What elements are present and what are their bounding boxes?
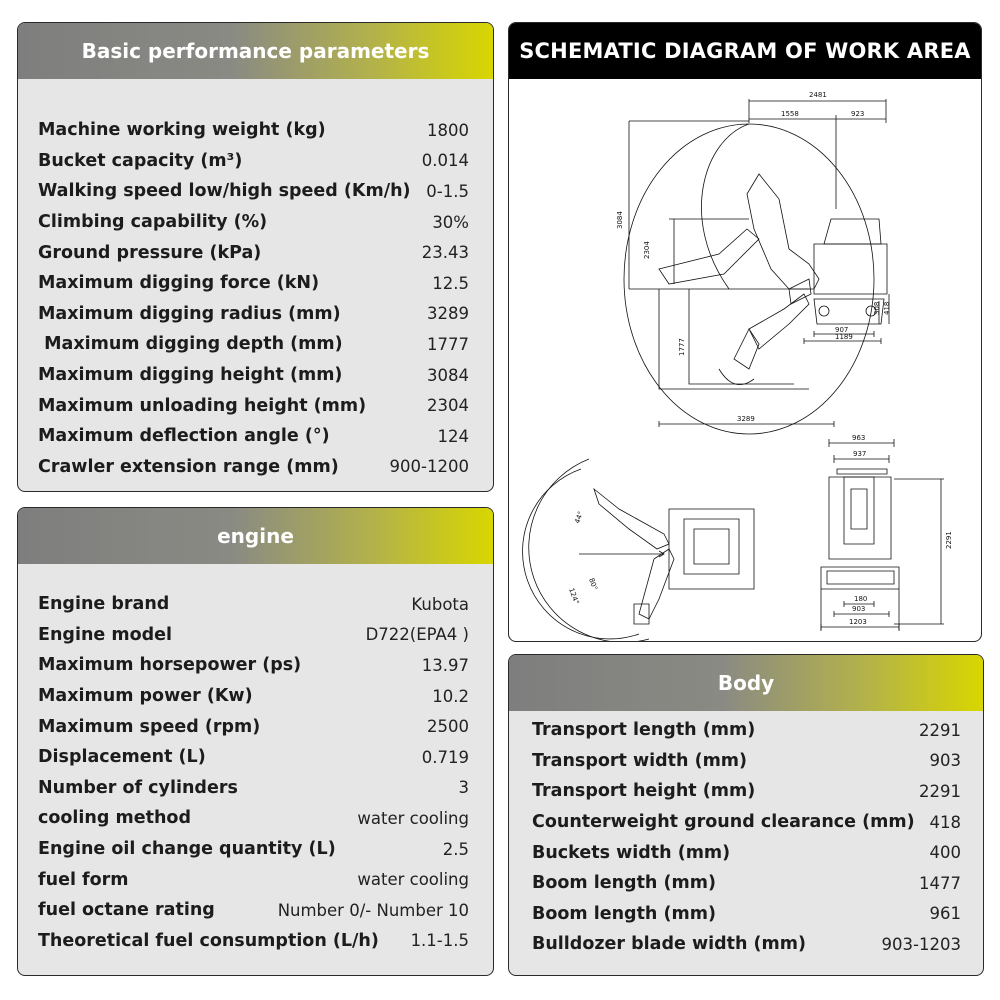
dim-2481: 2481 xyxy=(809,91,827,99)
dim-3289: 3289 xyxy=(737,415,755,423)
row-label: Engine model xyxy=(38,624,173,645)
row-label: Transport length (mm) xyxy=(532,720,756,741)
row-label: Ground pressure (kPa) xyxy=(38,242,262,263)
row-label: fuel form xyxy=(38,869,129,890)
table-row xyxy=(38,895,469,926)
angle-124: 124° xyxy=(567,586,581,606)
row-value: 903-1203 xyxy=(881,934,961,954)
table-row xyxy=(532,807,961,838)
top-view-drawing xyxy=(523,459,754,641)
table-row xyxy=(38,711,469,742)
table-row xyxy=(38,207,469,238)
table-row xyxy=(38,237,469,268)
table-row xyxy=(38,773,469,804)
row-value: 30% xyxy=(432,212,469,232)
row-value: 13.97 xyxy=(421,655,469,675)
table-row xyxy=(38,742,469,773)
table-row xyxy=(532,868,961,899)
dim-1777: 1777 xyxy=(678,338,686,356)
dim-308: 308 xyxy=(873,301,881,315)
schematic-title: SCHEMATIC DIAGRAM OF WORK AREA xyxy=(509,23,981,79)
dim-180: 180 xyxy=(854,595,868,603)
row-value: 10.2 xyxy=(432,686,469,706)
dim-903: 903 xyxy=(852,605,866,613)
table-row xyxy=(38,650,469,681)
dim-3084: 3084 xyxy=(616,211,624,229)
row-value: 1.1-1.5 xyxy=(410,931,469,951)
row-value: 2.5 xyxy=(442,839,469,859)
row-value: 1800 xyxy=(427,120,469,140)
row-label: Maximum digging force (kN) xyxy=(38,273,320,294)
body-table xyxy=(509,715,983,960)
table-row xyxy=(38,834,469,865)
table-row xyxy=(532,776,961,807)
row-value: 0.014 xyxy=(421,151,469,171)
row-value: 2304 xyxy=(427,396,469,416)
row-value: Kubota xyxy=(411,594,469,614)
row-label: Maximum digging depth (mm) xyxy=(38,334,343,355)
row-label: Boom length (mm) xyxy=(532,873,716,894)
row-label: Engine brand xyxy=(38,594,170,615)
table-row xyxy=(532,837,961,868)
row-label: Maximum digging radius (mm) xyxy=(38,303,341,324)
table-row xyxy=(532,899,961,930)
performance-title: Basic performance parameters xyxy=(18,23,493,79)
engine-table xyxy=(18,589,493,956)
body-panel xyxy=(508,654,984,976)
row-value: 2500 xyxy=(427,717,469,737)
row-label: cooling method xyxy=(38,808,191,829)
row-value: 400 xyxy=(929,843,961,863)
table-row xyxy=(38,864,469,895)
table-row xyxy=(38,176,469,207)
row-value: Number 0/- Number 10 xyxy=(277,900,469,920)
row-label: Maximum unloading height (mm) xyxy=(38,395,367,416)
table-row xyxy=(38,299,469,330)
table-row xyxy=(532,715,961,746)
row-value: 3084 xyxy=(427,365,469,385)
row-value: 961 xyxy=(929,904,961,924)
table-row xyxy=(38,421,469,452)
table-row xyxy=(38,589,469,620)
row-label: Engine oil change quantity (L) xyxy=(38,839,336,860)
row-label: Transport height (mm) xyxy=(532,781,756,802)
row-value: water cooling xyxy=(357,870,469,890)
table-row xyxy=(38,681,469,712)
table-row xyxy=(38,926,469,957)
row-value: 12.5 xyxy=(432,273,469,293)
dim-2291: 2291 xyxy=(945,531,953,549)
performance-panel xyxy=(17,22,494,492)
table-row xyxy=(38,620,469,651)
row-label: Buckets width (mm) xyxy=(532,842,731,863)
dim-1189: 1189 xyxy=(835,333,853,341)
row-value: 124 xyxy=(437,426,469,446)
row-value: D722(EPA4 ) xyxy=(365,625,469,645)
engine-panel xyxy=(17,507,494,976)
table-row xyxy=(38,803,469,834)
table-row xyxy=(38,390,469,421)
performance-table xyxy=(18,115,493,482)
row-value: 1477 xyxy=(919,873,961,893)
row-value: 1777 xyxy=(427,334,469,354)
dim-963: 963 xyxy=(852,434,866,442)
row-label: Maximum speed (rpm) xyxy=(38,716,261,737)
table-row xyxy=(38,146,469,177)
dim-2304: 2304 xyxy=(643,241,651,259)
row-value: 0.719 xyxy=(421,747,469,767)
dim-923: 923 xyxy=(851,110,865,118)
dim-937: 937 xyxy=(853,450,867,458)
dim-1203: 1203 xyxy=(849,618,867,626)
dim-907: 907 xyxy=(835,326,849,334)
row-label: Boom length (mm) xyxy=(532,903,716,924)
row-label: Machine working weight (kg) xyxy=(38,120,326,141)
row-label: Maximum digging height (mm) xyxy=(38,365,343,386)
row-value: 3 xyxy=(458,778,469,798)
row-value: 2291 xyxy=(919,781,961,801)
row-label: Number of cylinders xyxy=(38,777,238,798)
angle-44: 44° xyxy=(573,510,586,525)
dim-1558: 1558 xyxy=(781,110,799,118)
row-label: Transport width (mm) xyxy=(532,750,748,771)
dim-418: 418 xyxy=(883,301,891,315)
row-value: 903 xyxy=(929,751,961,771)
row-label: Maximum power (Kw) xyxy=(38,686,253,707)
row-label: Theoretical fuel consumption (L/h) xyxy=(38,930,379,951)
table-row xyxy=(38,452,469,483)
row-value: 0-1.5 xyxy=(426,181,469,201)
row-value: 23.43 xyxy=(421,243,469,263)
row-value: 2291 xyxy=(919,720,961,740)
engine-title: engine xyxy=(18,508,493,564)
row-value: 900-1200 xyxy=(389,457,469,477)
row-label: Bulldozer blade width (mm) xyxy=(532,934,807,955)
row-value: 3289 xyxy=(427,304,469,324)
body-title: Body xyxy=(509,655,983,711)
row-value: water cooling xyxy=(357,808,469,828)
row-label: Displacement (L) xyxy=(38,747,206,768)
row-value: 418 xyxy=(929,812,961,832)
row-label: Crawler extension range (mm) xyxy=(38,456,339,477)
row-label: Walking speed low/high speed (Km/h) xyxy=(38,181,411,202)
work-area-diagram xyxy=(509,79,982,641)
front-view-drawing xyxy=(821,434,953,631)
side-view-drawing xyxy=(616,91,891,434)
table-row xyxy=(38,360,469,391)
row-label: Bucket capacity (m³) xyxy=(38,150,243,171)
table-row xyxy=(532,746,961,777)
row-label: fuel octane rating xyxy=(38,900,215,921)
angle-80: 80° xyxy=(587,576,599,592)
row-label: Counterweight ground clearance (mm) xyxy=(532,812,915,833)
table-row xyxy=(38,115,469,146)
table-row xyxy=(532,929,961,960)
row-label: Maximum deflection angle (°) xyxy=(38,426,330,447)
table-row xyxy=(38,329,469,360)
table-row xyxy=(38,268,469,299)
row-label: Climbing capability (%) xyxy=(38,212,268,233)
schematic-panel xyxy=(508,22,982,642)
row-label: Maximum horsepower (ps) xyxy=(38,655,302,676)
